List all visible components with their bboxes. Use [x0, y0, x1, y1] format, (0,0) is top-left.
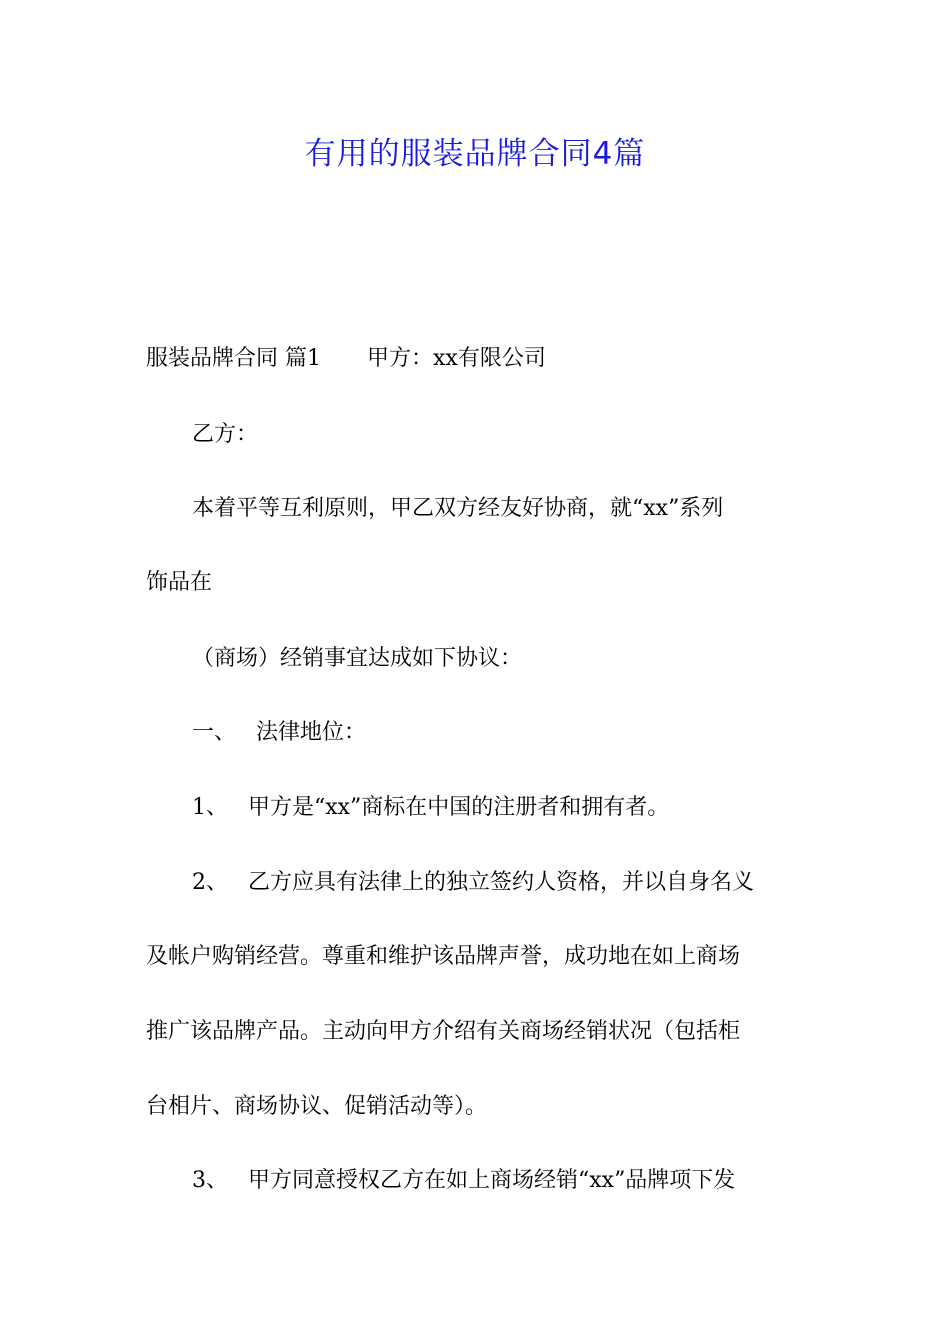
item-2-line-3: 推广该品牌产品。主动向甲方介绍有关商场经销状况（包括柜	[146, 1019, 741, 1044]
section-1-number: 一、	[192, 720, 237, 745]
item-3-text: 甲方同意授权乙方在如上商场经销“xx”品牌项下发	[248, 1168, 736, 1193]
section-1-title: 法律地位：	[256, 720, 367, 745]
item-3-number: 3、	[192, 1168, 228, 1193]
item-2-line-4: 台相片、商场协议、促销活动等）。	[146, 1094, 488, 1119]
item-1	[192, 793, 669, 823]
item-2-text: 乙方应具有法律上的独立签约人资格，并以自身名义	[248, 870, 755, 895]
item-2-line-2: 及帐户购销经营。尊重和维护该品牌声誉，成功地在如上商场	[146, 944, 741, 969]
document-title: 有用的服装品牌合同4篇	[304, 136, 646, 172]
item-2-line-1	[192, 868, 754, 898]
section-1-heading	[192, 718, 366, 748]
party-a: 甲方：xx有限公司	[367, 346, 546, 371]
party-b: 乙方：	[192, 422, 259, 447]
intro-line-1: 本着平等互利原则，甲乙双方经友好协商，就“xx”系列	[192, 496, 724, 521]
contract-heading: 服装品牌合同 篇1	[146, 346, 321, 371]
intro-line-2: 饰品在	[146, 570, 213, 595]
item-2-number: 2、	[192, 870, 228, 895]
contract-heading-line	[146, 344, 546, 374]
item-3-line-1	[192, 1166, 735, 1196]
item-1-text: 甲方是“xx”商标在中国的注册者和拥有者。	[248, 795, 670, 820]
item-1-number: 1、	[192, 795, 228, 820]
intro-line-3: （商场）经销事宜达成如下协议：	[192, 646, 523, 671]
